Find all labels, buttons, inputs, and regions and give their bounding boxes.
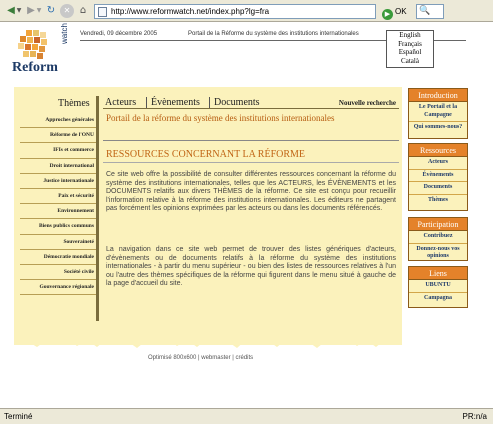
logo-mosaic bbox=[18, 30, 52, 60]
address-bar[interactable] bbox=[94, 4, 376, 19]
topnav-divider bbox=[103, 108, 399, 109]
logo-watch: watch bbox=[60, 23, 69, 44]
go-arrow-icon: ▶ bbox=[382, 9, 393, 20]
portal-title: Portail de la Réforme du système des institutions internationales bbox=[188, 31, 359, 37]
search-icon: 🔍 bbox=[419, 6, 431, 16]
link-documents[interactable]: Documents bbox=[409, 182, 467, 195]
link-acteurs[interactable]: Acteurs bbox=[409, 157, 467, 170]
browser-toolbar bbox=[0, 0, 493, 22]
content-divider bbox=[103, 140, 399, 141]
themes-list bbox=[20, 113, 96, 295]
section-title: RESSOURCES CONCERNANT LA RÉFORME bbox=[106, 149, 306, 160]
navigation-paragraph: La navigation dans ce site web permet de trouver des listes génériques d'acteurs, d'évènements ou de documents relatifs à la réforme du système des institutions internationales - à partir du menu supérieur - ou bien des listes de ressources relatives à l'un ou l'autre des thèmes spécifiques de la réforme qui figurent dans le menu situé à gauche de la page d'accueil du site. bbox=[106, 246, 396, 288]
lang-francais[interactable]: Français bbox=[398, 39, 422, 48]
go-button[interactable] bbox=[382, 4, 414, 19]
nav-acteurs[interactable]: Acteurs bbox=[105, 97, 137, 108]
reload-icon[interactable]: ↻ bbox=[46, 5, 56, 16]
theme-biens-publics[interactable]: Biens publics communs bbox=[20, 219, 96, 234]
stop-icon[interactable]: ✕ bbox=[60, 4, 74, 18]
current-date: Vendredi, 09 décembre 2005 bbox=[80, 31, 158, 37]
participation-box bbox=[408, 217, 468, 261]
url-text[interactable]: http://www.reformwatch.net/index.php?lg=fra bbox=[111, 7, 270, 16]
link-opinions[interactable]: Donnez-nous vos opinions bbox=[416, 245, 460, 259]
theme-approches-generales[interactable]: Approches générales bbox=[20, 113, 96, 128]
intro-paragraph: Ce site web offre la possibilité de consulter différentes ressources concernant la réforme du système des institutions internationales, telles que les ACTEURS, les ÉVÈNEMENTS et les DOCUMENTS relatifs aux divers THÈMES de la réforme. Ce site est conçu pour recueillir l'information relative à la réforme des institutions internationales. Les éditeurs ne partagent pas forcément les opinions exprimées par les acteurs ou dans les documents référencés. bbox=[106, 171, 396, 213]
liens-heading: Liens bbox=[409, 267, 467, 280]
pagerank-indicator: PR:n/a bbox=[462, 412, 487, 421]
home-icon[interactable]: ⌂ bbox=[79, 5, 87, 16]
lang-espanol[interactable]: Español bbox=[398, 48, 422, 56]
lang-english[interactable]: English bbox=[399, 31, 421, 39]
nav-documents[interactable]: Documents bbox=[214, 97, 260, 108]
link-portail-campagne[interactable]: Le Portail et la Campagne bbox=[409, 102, 467, 122]
link-qui-sommes-nous[interactable]: Qui sommes-nous? bbox=[413, 124, 463, 130]
introduction-box bbox=[408, 88, 468, 139]
theme-droit-international[interactable]: Droit international bbox=[20, 159, 96, 174]
section-divider bbox=[103, 162, 399, 163]
themes-heading: Thèmes bbox=[58, 98, 90, 109]
search-box[interactable] bbox=[416, 4, 444, 19]
theme-societe-civile[interactable]: Société civile bbox=[20, 265, 96, 280]
themes-column-divider bbox=[96, 96, 99, 321]
nav-separator bbox=[146, 97, 147, 108]
ressources-box bbox=[408, 143, 468, 211]
forward-arrow-icon[interactable]: ▶ bbox=[27, 5, 35, 16]
participation-heading: Participation bbox=[409, 218, 467, 231]
nav-new-search[interactable]: Nouvelle recherche bbox=[338, 99, 396, 107]
theme-ifis-commerce[interactable]: IFIs et commerce bbox=[20, 143, 96, 158]
language-selector bbox=[386, 30, 434, 68]
liens-box bbox=[408, 266, 468, 308]
link-contribuez[interactable]: Contribuez bbox=[409, 231, 467, 244]
nav-separator bbox=[209, 97, 210, 108]
status-text: Terminé bbox=[4, 412, 33, 421]
forward-dropdown-icon[interactable]: ▼ bbox=[36, 7, 42, 14]
link-campagna[interactable]: Campagna bbox=[423, 294, 452, 301]
link-evenements[interactable]: Évènements bbox=[409, 170, 467, 183]
content-title: Portail de la réforme du système des institutions internationales bbox=[106, 113, 335, 123]
theme-reforme-onu[interactable]: Réforme de l'ONU bbox=[20, 128, 96, 143]
reformwatch-logo[interactable] bbox=[12, 23, 72, 78]
footer-links[interactable]: Optimisé 800x600 | webmaster | crédits bbox=[148, 355, 254, 361]
link-ubuntu[interactable]: UBUNTU bbox=[409, 280, 467, 293]
link-themes[interactable]: Thèmes bbox=[428, 196, 448, 203]
back-dropdown-icon[interactable]: ▼ bbox=[16, 7, 22, 14]
theme-environnement[interactable]: Environnement bbox=[20, 204, 96, 219]
introduction-heading: Introduction bbox=[409, 89, 467, 102]
theme-paix-securite[interactable]: Paix et sécurité bbox=[20, 189, 96, 204]
theme-gouvernance-regionale[interactable]: Gouvernance régionale bbox=[20, 280, 96, 295]
nav-evenements[interactable]: Évènements bbox=[151, 97, 200, 108]
logo-word: Reform bbox=[12, 60, 58, 75]
back-arrow-icon[interactable]: ◀ bbox=[7, 5, 15, 16]
theme-democratie-mondiale[interactable]: Démocratie mondiale bbox=[20, 250, 96, 265]
status-bar bbox=[0, 408, 493, 424]
theme-souverainete[interactable]: Souveraineté bbox=[20, 235, 96, 250]
lang-catala[interactable]: Català bbox=[401, 56, 419, 65]
go-label: OK bbox=[395, 7, 407, 16]
torn-edge bbox=[14, 336, 402, 350]
ressources-heading: Ressources bbox=[409, 144, 467, 157]
page-icon bbox=[98, 7, 107, 17]
theme-justice-internationale[interactable]: Justice internationale bbox=[20, 174, 96, 189]
